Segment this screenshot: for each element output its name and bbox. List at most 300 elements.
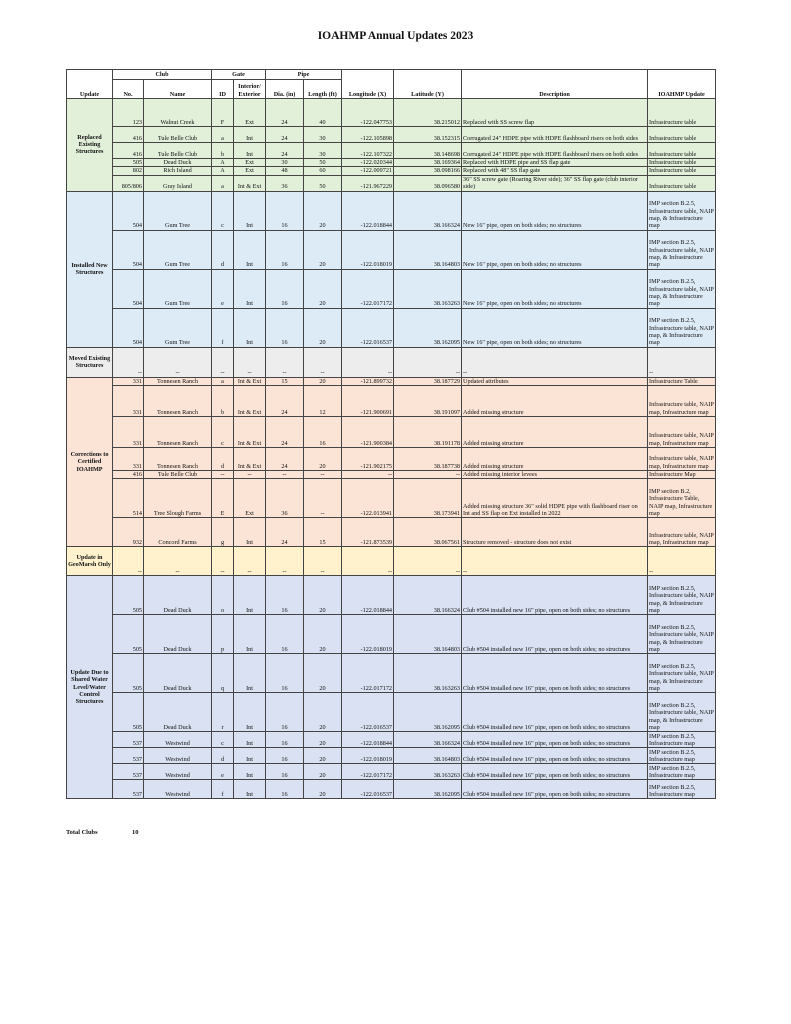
cell-latitude: 38.215012 [394, 99, 462, 127]
cell-longitude: -122.105898 [342, 127, 394, 143]
cell-club-no: 331 [113, 416, 144, 447]
cell-gate-int-ext: Int & Ext [234, 175, 266, 191]
cell-longitude: -121.902175 [342, 447, 394, 470]
cell-longitude: -122.018844 [342, 732, 394, 748]
table-row [67, 654, 716, 693]
cell-gate-int-ext: Ext [234, 159, 266, 167]
cell-gate-id: -- [212, 347, 234, 377]
cell-longitude: -122.017172 [342, 654, 394, 693]
cell-club-no: 505 [113, 693, 144, 732]
cell-ioahmp-update: IMP section B.2.5, Infrastructure table, NAIP map, & Infrastructure map [648, 308, 716, 347]
cell-gate-id: g [212, 518, 234, 547]
cell-pipe-length: 50 [304, 175, 342, 191]
cell-pipe-dia: 16 [266, 308, 304, 347]
cell-pipe-length: 50 [304, 159, 342, 167]
cell-club-name: Concord Farms [144, 518, 212, 547]
cell-gate-id: f [212, 780, 234, 799]
cell-gate-id: o [212, 576, 234, 615]
cell-pipe-dia: 36 [266, 479, 304, 518]
cell-club-name: Walnut Creek [144, 99, 212, 127]
cell-gate-id: d [212, 447, 234, 470]
cell-ioahmp-update: Infrastructure table, NAIP map, Infrastructure map [648, 416, 716, 447]
header-int-ext: Interior/ Exterior [234, 80, 266, 99]
header-pipe: Pipe [266, 70, 342, 80]
cell-latitude: 38.166324 [394, 191, 462, 230]
cell-gate-int-ext: Int & Ext [234, 416, 266, 447]
cell-ioahmp-update: Infrastructure table [648, 159, 716, 167]
table-row [67, 732, 716, 748]
cell-latitude: 38.164803 [394, 615, 462, 654]
cell-pipe-dia: 24 [266, 143, 304, 159]
cell-longitude: -- [342, 347, 394, 377]
cell-pipe-length: 20 [304, 615, 342, 654]
cell-description: Club #504 installed new 16" pipe, open on both sides; no structures [462, 693, 648, 732]
cell-club-no: 416 [113, 143, 144, 159]
cell-club-no: 505 [113, 159, 144, 167]
cell-latitude: 38.164803 [394, 748, 462, 764]
cell-pipe-dia: 16 [266, 576, 304, 615]
cell-club-no: -- [113, 347, 144, 377]
cell-description: Structure removed - structure does not exist [462, 518, 648, 547]
header-id: ID [212, 80, 234, 99]
cell-gate-id: a [212, 377, 234, 385]
cell-ioahmp-update: IMP section B.2.5, Infrastructure table, NAIP map, & Infrastructure map [648, 576, 716, 615]
cell-pipe-length: 20 [304, 780, 342, 799]
cell-club-name: Gum Tree [144, 230, 212, 269]
header-dia: Dia. (in) [266, 80, 304, 99]
table-row [67, 269, 716, 308]
cell-club-no: 802 [113, 167, 144, 175]
table-row [67, 385, 716, 416]
cell-description: Added missing structure [462, 385, 648, 416]
cell-ioahmp-update: Infrastructure Table [648, 377, 716, 385]
cell-longitude: -122.017172 [342, 269, 394, 308]
cell-pipe-dia: 16 [266, 764, 304, 780]
header-gate: Gate [212, 70, 266, 80]
cell-ioahmp-update: Infrastructure table, NAIP map, Infrastructure map [648, 447, 716, 470]
cell-description: Replaced with HDPE pipe and SS flap gate [462, 159, 648, 167]
header-no: No. [113, 80, 144, 99]
cell-pipe-dia: 16 [266, 191, 304, 230]
category-geomarsh: Update in GeoMarsh Only [67, 547, 113, 576]
cell-gate-int-ext: -- [234, 347, 266, 377]
cell-ioahmp-update: -- [648, 547, 716, 576]
cell-ioahmp-update: Infrastructure table [648, 143, 716, 159]
cell-latitude: 38.152315 [394, 127, 462, 143]
cell-description: Corrugated 24" HDPE pipe with HDPE flashboard risers on both sides [462, 143, 648, 159]
cell-latitude: 38.162095 [394, 780, 462, 799]
cell-longitude: -122.047753 [342, 99, 394, 127]
table-row [67, 447, 716, 470]
header-latitude: Latitude (Y) [394, 70, 462, 99]
header-update: Update [67, 70, 113, 99]
cell-ioahmp-update: Infrastructure table, NAIP map, Infrastructure map [648, 385, 716, 416]
cell-latitude: 38.098166 [394, 167, 462, 175]
cell-gate-int-ext: Int [234, 654, 266, 693]
category-corrections: Corrections to Certified IOAHMP [67, 377, 113, 547]
cell-ioahmp-update: IMP section B.2.5, Infrastructure map [648, 748, 716, 764]
cell-pipe-dia: 30 [266, 159, 304, 167]
cell-pipe-length: 60 [304, 167, 342, 175]
cell-description: Club #504 installed new 16" pipe, open on both sides; no structures [462, 764, 648, 780]
table-row [67, 576, 716, 615]
cell-pipe-dia: 16 [266, 230, 304, 269]
cell-longitude: -122.018019 [342, 615, 394, 654]
cell-description: New 16" pipe, open on both sides; no structures [462, 230, 648, 269]
cell-description: Club #504 installed new 16" pipe, open on both sides; no structures [462, 748, 648, 764]
cell-pipe-length: 20 [304, 230, 342, 269]
cell-longitude: -- [342, 470, 394, 478]
cell-description: Corrugated 24" HDPE pipe with HDPE flashboard risers on both sides [462, 127, 648, 143]
cell-longitude: -121.873539 [342, 518, 394, 547]
cell-pipe-length: 40 [304, 99, 342, 127]
cell-club-no: 416 [113, 470, 144, 478]
cell-pipe-dia: 24 [266, 385, 304, 416]
cell-gate-int-ext: Int [234, 780, 266, 799]
cell-gate-int-ext: Int [234, 693, 266, 732]
cell-longitude: -122.009721 [342, 167, 394, 175]
cell-gate-id: a [212, 127, 234, 143]
cell-gate-int-ext: Int & Ext [234, 447, 266, 470]
cell-club-no: 504 [113, 230, 144, 269]
cell-club-no: 514 [113, 479, 144, 518]
cell-gate-id: p [212, 615, 234, 654]
cell-gate-int-ext: Int & Ext [234, 377, 266, 385]
cell-club-name: Tonnesen Ranch [144, 385, 212, 416]
cell-description: Club #504 installed new 16" pipe, open on both sides; no structures [462, 576, 648, 615]
cell-pipe-length: 12 [304, 385, 342, 416]
cell-gate-int-ext: Int [234, 615, 266, 654]
cell-gate-id: f [212, 308, 234, 347]
cell-pipe-dia: -- [266, 547, 304, 576]
updates-table [66, 69, 716, 799]
cell-club-no: 505 [113, 615, 144, 654]
cell-club-name: Westwind [144, 764, 212, 780]
cell-latitude: 38.163263 [394, 654, 462, 693]
cell-pipe-dia: 16 [266, 654, 304, 693]
cell-club-no: 331 [113, 385, 144, 416]
category-shared: Update Due to Shared Water Level/Water Control Structures [67, 576, 113, 799]
cell-ioahmp-update: -- [648, 347, 716, 377]
cell-ioahmp-update: IMP section B.2.5, Infrastructure table, NAIP map, & Infrastructure map [648, 269, 716, 308]
cell-pipe-dia: -- [266, 470, 304, 478]
cell-description: Added missing structure [462, 416, 648, 447]
cell-gate-int-ext: -- [234, 470, 266, 478]
cell-pipe-length: 16 [304, 416, 342, 447]
cell-gate-int-ext: Int [234, 308, 266, 347]
cell-longitude: -122.016537 [342, 308, 394, 347]
cell-longitude: -122.018844 [342, 576, 394, 615]
cell-longitude: -121.899732 [342, 377, 394, 385]
cell-ioahmp-update: Infrastructure table [648, 175, 716, 191]
cell-gate-int-ext: Int & Ext [234, 385, 266, 416]
cell-gate-int-ext: Int [234, 518, 266, 547]
cell-latitude: 38.187729 [394, 377, 462, 385]
cell-longitude: -121.967229 [342, 175, 394, 191]
cell-gate-int-ext: Ext [234, 479, 266, 518]
cell-ioahmp-update: Infrastructure table [648, 99, 716, 127]
cell-pipe-length: 20 [304, 447, 342, 470]
cell-club-name: Dead Duck [144, 654, 212, 693]
cell-gate-id: d [212, 230, 234, 269]
cell-gate-int-ext: Int [234, 230, 266, 269]
cell-club-name: -- [144, 347, 212, 377]
cell-latitude: 38.163263 [394, 764, 462, 780]
cell-pipe-dia: 16 [266, 693, 304, 732]
cell-gate-id: A [212, 159, 234, 167]
cell-club-no: -- [113, 547, 144, 576]
table-row [67, 416, 716, 447]
table-row [67, 143, 716, 159]
cell-gate-id: e [212, 764, 234, 780]
cell-pipe-dia: 24 [266, 416, 304, 447]
cell-gate-id: A [212, 167, 234, 175]
cell-gate-id: a [212, 175, 234, 191]
cell-gate-int-ext: Int [234, 143, 266, 159]
cell-club-no: 805/806 [113, 175, 144, 191]
cell-pipe-dia: 24 [266, 518, 304, 547]
cell-pipe-length: 30 [304, 127, 342, 143]
cell-latitude: -- [394, 547, 462, 576]
cell-gate-id: r [212, 693, 234, 732]
cell-latitude: 38.067561 [394, 518, 462, 547]
cell-club-name: -- [144, 547, 212, 576]
header-length: Length (ft) [304, 80, 342, 99]
cell-club-no: 537 [113, 780, 144, 799]
cell-club-name: Tule Belle Club [144, 143, 212, 159]
cell-pipe-length: 20 [304, 269, 342, 308]
cell-latitude: 38.166324 [394, 732, 462, 748]
cell-club-name: Tonnesen Ranch [144, 447, 212, 470]
cell-gate-id: b [212, 385, 234, 416]
cell-latitude: 38.148698 [394, 143, 462, 159]
cell-pipe-length: 30 [304, 143, 342, 159]
cell-gate-id: b [212, 143, 234, 159]
category-moved: Moved Existing Structures [67, 347, 113, 377]
cell-gate-int-ext: Int [234, 127, 266, 143]
cell-latitude: 38.191097 [394, 385, 462, 416]
cell-club-name: Dead Duck [144, 576, 212, 615]
table-row [67, 547, 716, 576]
footer [66, 829, 138, 836]
table-row [67, 764, 716, 780]
table-row [67, 748, 716, 764]
cell-club-name: Tule Belle Club [144, 470, 212, 478]
cell-description: New 16" pipe, open on both sides; no structures [462, 191, 648, 230]
cell-gate-int-ext: Int [234, 576, 266, 615]
table-row [67, 230, 716, 269]
cell-pipe-length: -- [304, 470, 342, 478]
cell-longitude: -122.018019 [342, 748, 394, 764]
cell-latitude: 38.096580 [394, 175, 462, 191]
cell-description: Club #504 installed new 16" pipe, open on both sides; no structures [462, 654, 648, 693]
cell-description: New 16" pipe, open on both sides; no structures [462, 269, 648, 308]
cell-pipe-dia: 15 [266, 377, 304, 385]
cell-ioahmp-update: IMP section B.2.5, Infrastructure table, NAIP map, & Infrastructure map [648, 230, 716, 269]
cell-club-name: Tonnesen Ranch [144, 377, 212, 385]
cell-pipe-dia: 24 [266, 447, 304, 470]
cell-pipe-dia: 48 [266, 167, 304, 175]
cell-ioahmp-update: IMP section B.2.5, Infrastructure table, NAIP map, & Infrastructure map [648, 654, 716, 693]
cell-club-no: 505 [113, 576, 144, 615]
cell-description: New 16" pipe, open on both sides; no structures [462, 308, 648, 347]
cell-pipe-length: 20 [304, 576, 342, 615]
cell-club-name: Gum Tree [144, 191, 212, 230]
cell-pipe-length: -- [304, 547, 342, 576]
cell-pipe-dia: 16 [266, 780, 304, 799]
cell-club-name: Tule Belle Club [144, 127, 212, 143]
cell-latitude: 38.173941 [394, 479, 462, 518]
cell-club-name: Westwind [144, 748, 212, 764]
header-ioahmp-update: IOAHMP Update [648, 70, 716, 99]
cell-club-name: Gray Island [144, 175, 212, 191]
cell-gate-id: q [212, 654, 234, 693]
cell-description: -- [462, 347, 648, 377]
cell-longitude: -122.018019 [342, 230, 394, 269]
table-row [67, 127, 716, 143]
table-row [67, 159, 716, 167]
cell-pipe-dia: 24 [266, 127, 304, 143]
cell-pipe-length: -- [304, 479, 342, 518]
cell-pipe-length: 20 [304, 377, 342, 385]
cell-ioahmp-update: IMP section B.2.5, Infrastructure map [648, 764, 716, 780]
cell-pipe-length: 20 [304, 732, 342, 748]
cell-club-no: 537 [113, 764, 144, 780]
cell-longitude: -122.017172 [342, 764, 394, 780]
table-row [67, 479, 716, 518]
cell-club-name: Tonnesen Ranch [144, 416, 212, 447]
category-replaced: Replaced Existing Structures [67, 99, 113, 192]
cell-ioahmp-update: IMP section B.2, Infrastructure Table, NAIP map, Infrastructure map [648, 479, 716, 518]
header-name: Name [144, 80, 212, 99]
cell-pipe-length: 15 [304, 518, 342, 547]
cell-description: Club #504 installed new 16" pipe, open on both sides; no structures [462, 615, 648, 654]
header-club: Club [113, 70, 212, 80]
cell-pipe-dia: 16 [266, 615, 304, 654]
cell-latitude: 38.162095 [394, 308, 462, 347]
header-longitude: Longitude (X) [342, 70, 394, 99]
cell-pipe-dia: -- [266, 347, 304, 377]
cell-gate-int-ext: Int [234, 191, 266, 230]
cell-description: Replaced with 48" SS flap gate [462, 167, 648, 175]
cell-latitude: -- [394, 470, 462, 478]
cell-gate-int-ext: Int [234, 732, 266, 748]
cell-pipe-dia: 16 [266, 269, 304, 308]
cell-description: Added missing interior levees [462, 470, 648, 478]
cell-pipe-length: 20 [304, 748, 342, 764]
cell-description: -- [462, 547, 648, 576]
cell-club-no: 504 [113, 308, 144, 347]
cell-club-no: 416 [113, 127, 144, 143]
table-row [67, 191, 716, 230]
cell-pipe-length: 20 [304, 308, 342, 347]
cell-club-name: Dead Duck [144, 159, 212, 167]
cell-club-no: 331 [113, 447, 144, 470]
cell-longitude: -121.900691 [342, 385, 394, 416]
cell-latitude: 38.166324 [394, 576, 462, 615]
cell-gate-int-ext: Int [234, 748, 266, 764]
table-row [67, 518, 716, 547]
cell-latitude: 38.191178 [394, 416, 462, 447]
cell-ioahmp-update: IMP section B.2.5, Infrastructure map [648, 780, 716, 799]
cell-club-no: 932 [113, 518, 144, 547]
cell-ioahmp-update: IMP section B.2.5, Infrastructure map [648, 732, 716, 748]
cell-pipe-dia: 16 [266, 732, 304, 748]
cell-gate-int-ext: Ext [234, 167, 266, 175]
category-installed: Installed New Structures [67, 191, 113, 347]
cell-description: Replaced with SS screw flap [462, 99, 648, 127]
cell-longitude: -122.013941 [342, 479, 394, 518]
cell-ioahmp-update: Infrastructure table [648, 127, 716, 143]
cell-description: Club #504 installed new 16" pipe, open on both sides; no structures [462, 732, 648, 748]
cell-ioahmp-update: Infrastructure table, NAIP map, Infrastructure map [648, 518, 716, 547]
cell-ioahmp-update: IMP section B.2.5, Infrastructure table, NAIP map, & Infrastructure map [648, 615, 716, 654]
total-clubs-label: Total Clubs [66, 829, 98, 836]
cell-gate-id: d [212, 748, 234, 764]
cell-club-name: Westwind [144, 732, 212, 748]
table-row [67, 780, 716, 799]
cell-gate-id: -- [212, 470, 234, 478]
cell-club-name: Gum Tree [144, 269, 212, 308]
cell-club-no: 505 [113, 654, 144, 693]
table-row [67, 99, 716, 127]
cell-description: Updated attributes [462, 377, 648, 385]
cell-club-no: 123 [113, 99, 144, 127]
cell-gate-id: -- [212, 547, 234, 576]
cell-club-no: 504 [113, 269, 144, 308]
cell-club-name: Dead Duck [144, 615, 212, 654]
table-row [67, 470, 716, 478]
cell-latitude: 38.163263 [394, 269, 462, 308]
cell-pipe-dia: 36 [266, 175, 304, 191]
header-description: Description [462, 70, 648, 99]
table-body [67, 99, 716, 799]
cell-gate-id: c [212, 416, 234, 447]
cell-description: Club #504 installed new 16" pipe, open on both sides; no structures [462, 780, 648, 799]
total-clubs-value: 10 [132, 829, 139, 836]
cell-gate-int-ext: Int [234, 764, 266, 780]
cell-club-name: Rich Island [144, 167, 212, 175]
cell-gate-int-ext: Ext [234, 99, 266, 127]
cell-longitude: -122.016537 [342, 780, 394, 799]
cell-pipe-dia: 24 [266, 99, 304, 127]
table-row [67, 308, 716, 347]
cell-latitude: 38.162095 [394, 693, 462, 732]
cell-longitude: -122.018844 [342, 191, 394, 230]
cell-pipe-length: -- [304, 347, 342, 377]
cell-gate-id: E [212, 479, 234, 518]
cell-latitude: 38.164803 [394, 230, 462, 269]
cell-club-no: 537 [113, 748, 144, 764]
cell-gate-id: F [212, 99, 234, 127]
cell-pipe-length: 20 [304, 693, 342, 732]
table-row [67, 377, 716, 385]
cell-gate-int-ext: -- [234, 547, 266, 576]
cell-pipe-length: 20 [304, 764, 342, 780]
table-row [67, 615, 716, 654]
cell-description: Added missing structure [462, 447, 648, 470]
cell-ioahmp-update: IMP section B.2.5, Infrastructure table, NAIP map, & Infrastructure map [648, 693, 716, 732]
cell-longitude: -122.020344 [342, 159, 394, 167]
cell-ioahmp-update: Infrastructure Map [648, 470, 716, 478]
cell-club-name: Tree Slough Farms [144, 479, 212, 518]
cell-longitude: -122.107322 [342, 143, 394, 159]
cell-gate-id: c [212, 732, 234, 748]
cell-club-name: Gum Tree [144, 308, 212, 347]
cell-description: 36" SS screw gate (Roaring River side); 36" SS flap gate (club interior side) [462, 175, 648, 191]
cell-gate-int-ext: Int [234, 269, 266, 308]
page-title: IOAHMP Annual Updates 2023 [317, 30, 474, 42]
